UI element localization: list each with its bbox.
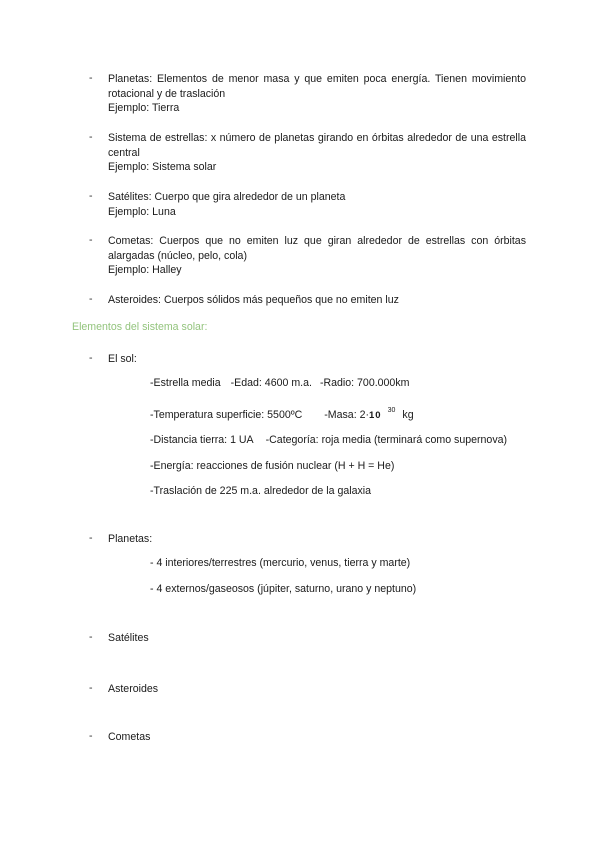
- bullet-dash: -: [89, 234, 93, 246]
- sol-temperatura: -Temperatura superficie: 5500ºC: [150, 409, 303, 421]
- definition-cometas: [108, 234, 526, 278]
- sol-masa-base: 10: [369, 410, 382, 421]
- bullet-dash: -: [89, 631, 93, 643]
- bullet-dash: -: [89, 532, 93, 544]
- planetas-label: Planetas:: [108, 533, 153, 545]
- bullet-dash: -: [89, 72, 93, 84]
- definition-planetas: [108, 72, 526, 116]
- section-heading: Elementos del sistema solar:: [72, 321, 208, 333]
- satelites-label: Satélites: [108, 632, 149, 644]
- cometas-label: Cometas: [108, 731, 151, 743]
- sol-estrella: -Estrella media: [150, 377, 221, 389]
- bullet-dash: -: [89, 730, 93, 742]
- definition-text: Satélites: Cuerpo que gira alrededor de un planeta: [108, 191, 346, 203]
- bullet-dash: -: [89, 682, 93, 694]
- definition-text: Cometas: Cuerpos que no emiten luz que giran alrededor de estrellas con órbitas alargadas (núcleo, pelo, cola): [108, 235, 526, 262]
- bullet-dash: -: [89, 293, 93, 305]
- planetas-interiores: - 4 interiores/terrestres (mercurio, venus, tierra y marte): [150, 557, 411, 569]
- sol-masa-unit: kg: [402, 409, 414, 421]
- sol-row-1: [150, 376, 409, 391]
- definition-sistema-estrellas: [108, 131, 526, 175]
- sol-distancia: -Distancia tierra: 1 UA: [150, 434, 254, 446]
- definition-example: Ejemplo: Tierra: [108, 102, 180, 115]
- sol-row-2: [150, 408, 414, 425]
- bullet-dash: -: [89, 190, 93, 202]
- definition-text: Sistema de estrellas: x número de planetas girando en órbitas alrededor de una estrella central: [108, 132, 526, 159]
- definition-example: Ejemplo: Halley: [108, 264, 182, 277]
- asteroides-label: Asteroides: [108, 683, 159, 695]
- sol-masa-prefix: -Masa: 2·: [324, 409, 370, 421]
- definition-example: Ejemplo: Sistema solar: [108, 161, 217, 174]
- definition-text: Planetas: Elementos de menor masa y que emiten poca energía. Tienen movimiento rotacional y de traslación: [108, 73, 526, 100]
- definition-satelites: [108, 190, 526, 219]
- sol-edad: -Edad: 4600 m.a.: [230, 377, 312, 389]
- definition-text: Asteroides: Cuerpos sólidos más pequeños que no emiten luz: [108, 294, 399, 306]
- bullet-dash: -: [89, 352, 93, 364]
- planetas-externos: - 4 externos/gaseosos (júpiter, saturno, urano y neptuno): [150, 583, 417, 595]
- sol-energia: -Energía: reacciones de fusión nuclear (H + H = He): [150, 460, 395, 472]
- sol-row-3: [150, 433, 507, 448]
- sol-categoria: -Categoría: roja media (terminará como supernova): [265, 434, 508, 446]
- definition-example: Ejemplo: Luna: [108, 205, 176, 218]
- sol-label: El sol:: [108, 353, 137, 365]
- sol-masa-exponent: 30: [387, 407, 396, 414]
- sol-radio: -Radio: 700.000km: [319, 377, 410, 389]
- bullet-dash: -: [89, 131, 93, 143]
- definition-asteroides: [108, 293, 526, 308]
- sol-traslacion: -Traslación de 225 m.a. alrededor de la galaxia: [150, 485, 372, 497]
